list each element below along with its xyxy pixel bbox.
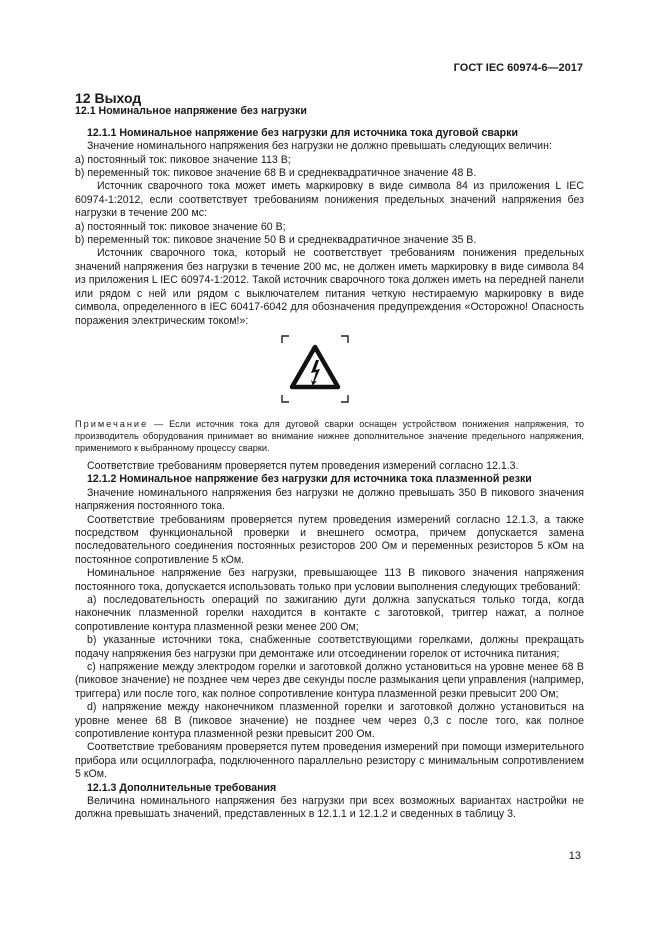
- electric-hazard-warning-icon: [280, 334, 350, 404]
- standard-header: ГОСТ IEC 60974-6—2017: [453, 62, 583, 74]
- paragraph: Источник сварочного тока может иметь маркировку в виде символа 84 из приложения L IEC 60974-1:2012, если соответствует требованиям понижения предельных значений напряжения без нагрузки в течение 200 мс:: [75, 180, 584, 220]
- paragraph: Источник сварочного тока, который не соответствует требованиям понижения предельных значений напряжения без нагрузки в течение 200 мс, не должен иметь маркировку в виде символа 84 из приложения L IEC 60974-1:2012. Такой источник сварочного тока должен иметь на передней панели или рядом с ней или рядом с выключателем питания четкую нестираемую маркировку в виде символа, определенного в IEC 60417-6042 для обозначения предупреждения «Осторожно! Опасность поражения электрическим током!»:: [75, 247, 584, 327]
- clause-12-1-1-title: [75, 127, 584, 140]
- list-item: c) напряжение между электродом горелки и заготовкой должно установиться на уровне менее 68 В (пиковое значение) не позднее чем через две секунды после размыкания цепи управления (например, триггера) или после того, как полное сопротивление контура плазменной резки превысит 200 Ом;: [75, 661, 584, 700]
- paragraph: Номинальное напряжение без нагрузки, превышающее 113 В пикового значения напряжения постоянного тока, допускается использовать только при условии выполнения следующих требований:: [75, 567, 584, 593]
- list-item: а) последовательность операций по зажиганию дуги должна запускаться только тогда, когда наконечник плазменной горелки находится в контакте с заготовкой, триггер нажат, а полное сопротивление контура плазменной резки менее 200 Ом;: [75, 593, 584, 633]
- paragraph: Соответствие требованиям проверяется путем проведения измерений согласно 12.1.3, а также посредством функциональной проверки и внешнего осмотра, причем допускается замена последовательного соединения постоянных резисторов 200 Ом и переменных резисторов 5 кОм на постоянное сопротивление 5 кОм.: [75, 513, 584, 566]
- clause-12-1-3-title-text: 12.1.3 Дополнительные требования: [87, 781, 277, 794]
- section-title: 12 Выход: [75, 90, 142, 106]
- note-text: — Если источник тока для дуговой сварки оснащен устройством понижения напряжения, то производитель оборудования принимает во внимание нижнее дополнительное значение предельного напряжения, применимого к выбранному процессу сварки.: [75, 418, 584, 453]
- paragraph: Значение номинального напряжения без нагрузки не должно превышать следующих величин:: [87, 140, 552, 153]
- subsection-title: 12.1 Номинальное напряжение без нагрузки: [75, 105, 307, 118]
- page-content: [75, 92, 584, 822]
- list-item: а) постоянный ток: пиковое значение 113 В;: [75, 153, 291, 166]
- paragraph: Соответствие требованиям проверяется путем проведения измерений при помощи измерительного прибора или осциллографа, подключенного параллельно резистору с минимальным сопротивлением 5 кОм.: [75, 741, 584, 781]
- list-item: а) постоянный ток: пиковое значение 60 В;: [75, 220, 286, 233]
- paragraph: Величина номинального напряжения без нагрузки при всех возможных вариантах настройки не должна превышать значений, представленных в 12.1.1 и 12.1.2 и сведенных в таблицу 3.: [75, 795, 584, 821]
- clause-12-1-2-title: [75, 473, 584, 486]
- paragraph: Соответствие требованиям проверяется путем проведения измерений согласно 12.1.3.: [87, 459, 519, 472]
- page-number: 13: [568, 850, 581, 862]
- list-item: b) переменный ток: пиковое значение 68 В и среднеквадратичное значение 48 В.: [75, 167, 477, 180]
- paragraph: Значение номинального напряжения без нагрузки не должно превышать 350 В пикового значения напряжения постоянного тока.: [75, 486, 584, 513]
- list-item: b) переменный ток: пиковое значение 50 В и среднеквадратичное значение 35 В.: [75, 234, 477, 247]
- clause-12-1-2-title-text: 12.1.2 Номинальное напряжение без нагрузки для источника тока плазменной резки: [87, 473, 532, 486]
- list-item: d) напряжение между наконечником плазменной горелки и заготовкой должно установиться на уровне менее 68 В (пиковое значение) не позднее чем через 0,3 с после того, как полное сопротивление контура плазменной резки превысит 200 Ом.: [75, 701, 584, 741]
- warning-symbol-figure: [75, 334, 584, 408]
- list-item: b) указанные источники тока, снабженные соответствующими горелками, должны прекращать подачу напряжения без нагрузки при демонтаже или отсоединении горелок от источника питания;: [75, 634, 584, 660]
- clause-12-1-1-title-text: 12.1.1 Номинальное напряжение без нагрузки для источника тока дуговой сварки: [87, 126, 518, 139]
- clause-12-1-3-title: [75, 782, 584, 795]
- note-label: Примечание: [75, 418, 149, 429]
- note: [75, 418, 584, 454]
